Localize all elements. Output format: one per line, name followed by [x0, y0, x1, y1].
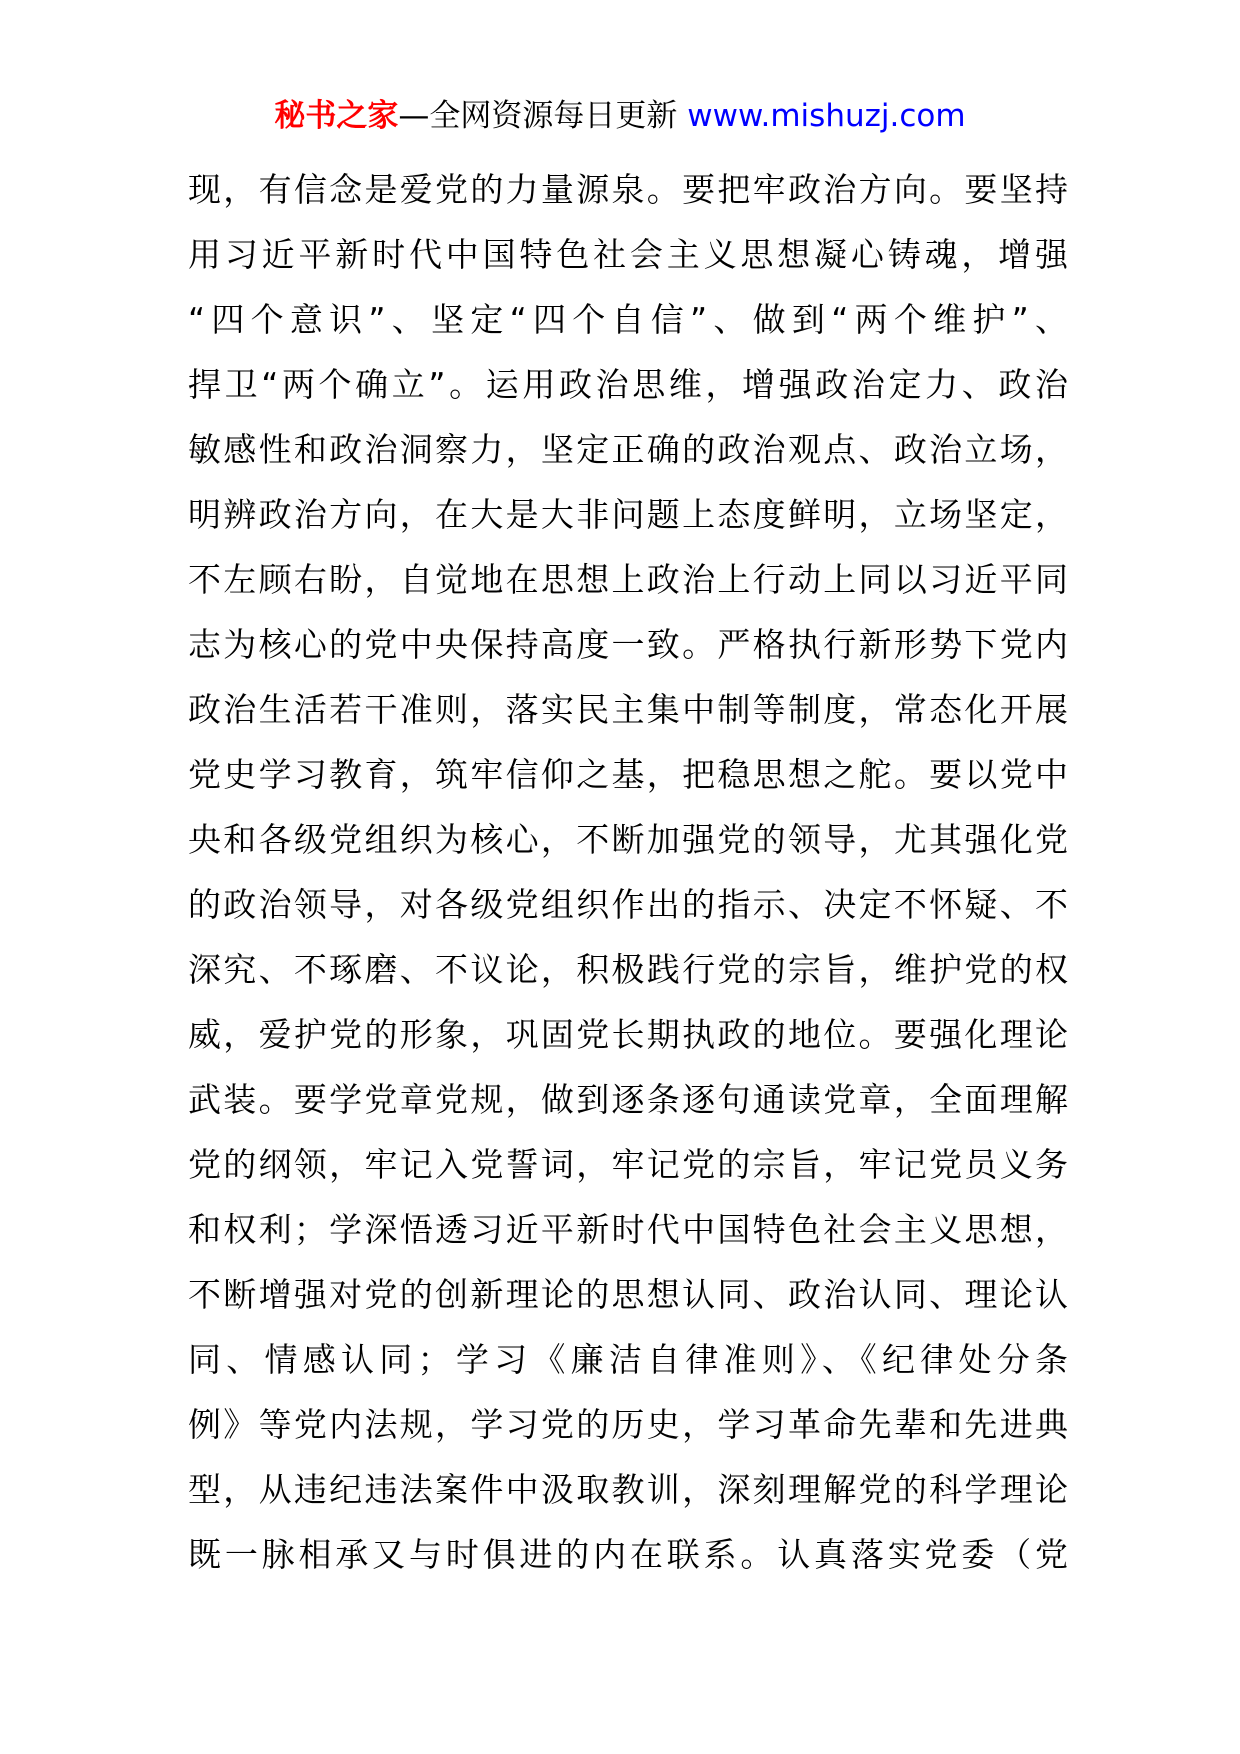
text-line: 央和各级党组织为核心，不断加强党的领导，尤其强化党 — [188, 820, 1068, 859]
text-line: 用习近平新时代中国特色社会主义思想凝心铸魂，增强 — [188, 235, 1068, 274]
text-line: 威，爱护党的形象，巩固党长期执政的地位。要强化理论 — [188, 1015, 1068, 1054]
text-line: 敏感性和政治洞察力，坚定正确的政治观点、政治立场， — [188, 430, 1068, 469]
page-header — [0, 96, 1240, 136]
text-line: 的政治领导，对各级党组织作出的指示、决定不怀疑、不 — [188, 885, 1068, 924]
text-line: 深究、不琢磨、不议论，积极践行党的宗旨，维护党的权 — [188, 950, 1068, 989]
text-line: 政治生活若干准则，落实民主集中制等制度，常态化开展 — [188, 690, 1068, 729]
text-line: 同、情感认同；学习《廉洁自律准则》、《纪律处分条 — [188, 1340, 1068, 1379]
text-line: 党史学习教育，筑牢信仰之基，把稳思想之舵。要以党中 — [188, 755, 1068, 794]
text-line: 志为核心的党中央保持高度一致。严格执行新形势下党内 — [188, 625, 1068, 664]
text-line: 党的纲领，牢记入党誓词，牢记党的宗旨，牢记党员义务 — [188, 1145, 1068, 1184]
text-line: “四个意识”、坚定“四个自信”、做到“两个维护”、 — [188, 300, 1068, 339]
text-line: 捍卫“两个确立”。运用政治思维，增强政治定力、政治 — [188, 365, 1068, 404]
text-line: 型，从违纪违法案件中汲取教训，深刻理解党的科学理论 — [188, 1470, 1068, 1509]
text-line: 现，有信念是爱党的力量源泉。要把牢政治方向。要坚持 — [188, 170, 1068, 209]
text-line: 不断增强对党的创新理论的思想认同、政治认同、理论认 — [188, 1275, 1068, 1314]
text-line: 既一脉相承又与时俱进的内在联系。认真落实党委（党 — [188, 1535, 1068, 1574]
document-body — [188, 170, 1068, 1600]
text-line: 例》等党内法规，学习党的历史，学习革命先辈和先进典 — [188, 1405, 1068, 1444]
text-line: 不左顾右盼，自觉地在思想上政治上行动上同以习近平同 — [188, 560, 1068, 599]
text-line: 武装。要学党章党规，做到逐条逐句通读党章，全面理解 — [188, 1080, 1068, 1119]
site-tagline: —全网资源每日更新 — [398, 98, 678, 134]
text-line: 明辨政治方向，在大是大非问题上态度鲜明，立场坚定， — [188, 495, 1068, 534]
site-url-link[interactable]: www.mishuzj.com — [687, 98, 966, 134]
text-line: 和权利；学深悟透习近平新时代中国特色社会主义思想， — [188, 1210, 1068, 1249]
site-name: 秘书之家 — [274, 98, 399, 134]
